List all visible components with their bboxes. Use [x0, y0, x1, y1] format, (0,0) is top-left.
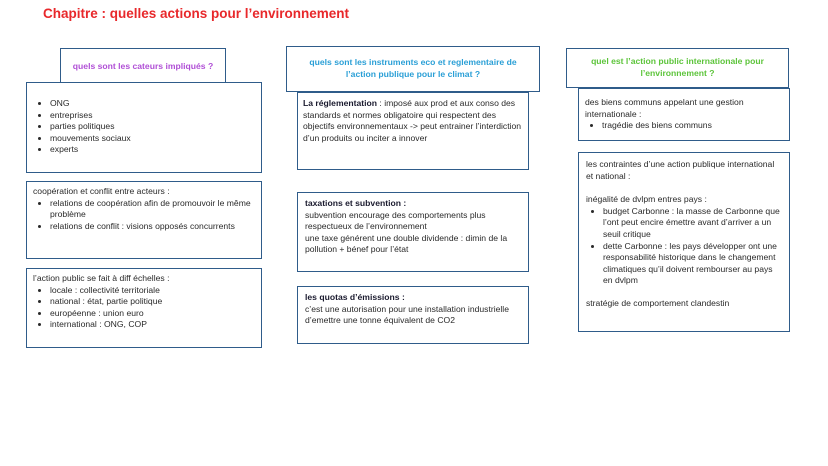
constraints-title: les contraintes d’une action publique international et national :: [586, 159, 775, 181]
taxation-body: subvention encourage des comportements plus respectueux de l’environnement une taxe générent une double dividende : dimin de la pollution + bénef pour l’état: [305, 209, 508, 255]
list-item: • entreprises: [50, 110, 255, 122]
list-item: • relations de coopération afin de promouvoir le même problème: [50, 198, 255, 221]
commons-box: [578, 88, 790, 141]
taxation-title: taxations et subvention :: [305, 198, 407, 208]
list-item: • national : état, partie politique: [50, 296, 255, 308]
regulation-box: [297, 92, 529, 170]
quotas-box: [297, 286, 529, 344]
strategy-text: stratégie de comportement clandestin: [586, 297, 730, 308]
list-item: • parties politiques: [50, 121, 255, 133]
cooperation-title: coopération et conflit entre acteurs :: [33, 186, 170, 196]
cooperation-list: [33, 198, 255, 233]
actors-box: [26, 82, 262, 173]
question-instruments: quels sont les instruments eco et reglementaire de l’action publique pour le climat ?: [309, 57, 517, 79]
question-box-international: [566, 48, 789, 88]
list-item: • budget Carbonne : la masse de Carbonne que l’ont peut encire émettre avant d’arriver a un seuil critique: [603, 206, 782, 241]
inequality-title: inégalité de dvlpm entres pays :: [586, 194, 707, 205]
list-item: • locale : collectivité territoriale: [50, 285, 255, 297]
list-item: • tragédie des biens communs: [602, 120, 783, 132]
constraints-box: [578, 152, 790, 332]
inequality-list: [586, 206, 782, 287]
actors-list: [33, 98, 255, 156]
list-item: • experts: [50, 144, 255, 156]
scales-title: l’action public se fait à diff échelles :: [33, 273, 170, 283]
commons-list: [585, 120, 783, 132]
regulation-body: : imposé aux prod et aux conso des standards et normes obligatoire qui respectent des objectifs environnementaux -> peut entrainer l’interdiction d’un produits ou inciter a innover: [303, 98, 522, 143]
question-box-instruments: [286, 46, 540, 92]
list-item: • international : ONG, COP: [50, 319, 255, 331]
scales-list: [33, 285, 255, 331]
page-title: Chapitre : quelles actions pour l’environnement: [43, 6, 350, 21]
question-box-actors: [60, 48, 226, 86]
list-item: • européenne : union euro: [50, 308, 255, 320]
commons-text: des biens communs appelant une gestion internationale :: [585, 97, 744, 119]
list-item: • mouvements sociaux: [50, 133, 255, 145]
quotas-body: c’est une autorisation pour une installation industrielle d’emettre une tonne équivalent de CO2: [305, 303, 509, 326]
regulation-text: [303, 98, 523, 144]
list-item: • relations de conflit : visions opposés concurrents: [50, 221, 255, 233]
cooperation-box: [26, 181, 262, 259]
quotas-title: les quotas d’émissions :: [305, 292, 405, 302]
list-item: • dette Carbonne : les pays développer ont une responsabilité historique dans le changement climatiques qu’il doivent rembourser au pays en dvlpm: [603, 241, 782, 287]
question-international: quel est l’action public internationale pour l’environnement ?: [591, 56, 764, 78]
regulation-title: La réglementation: [303, 98, 378, 108]
taxation-box: [297, 192, 529, 272]
scales-box: [26, 268, 262, 348]
list-item: • ONG: [50, 98, 255, 110]
question-actors: quels sont les cateurs impliqués ?: [72, 61, 214, 72]
